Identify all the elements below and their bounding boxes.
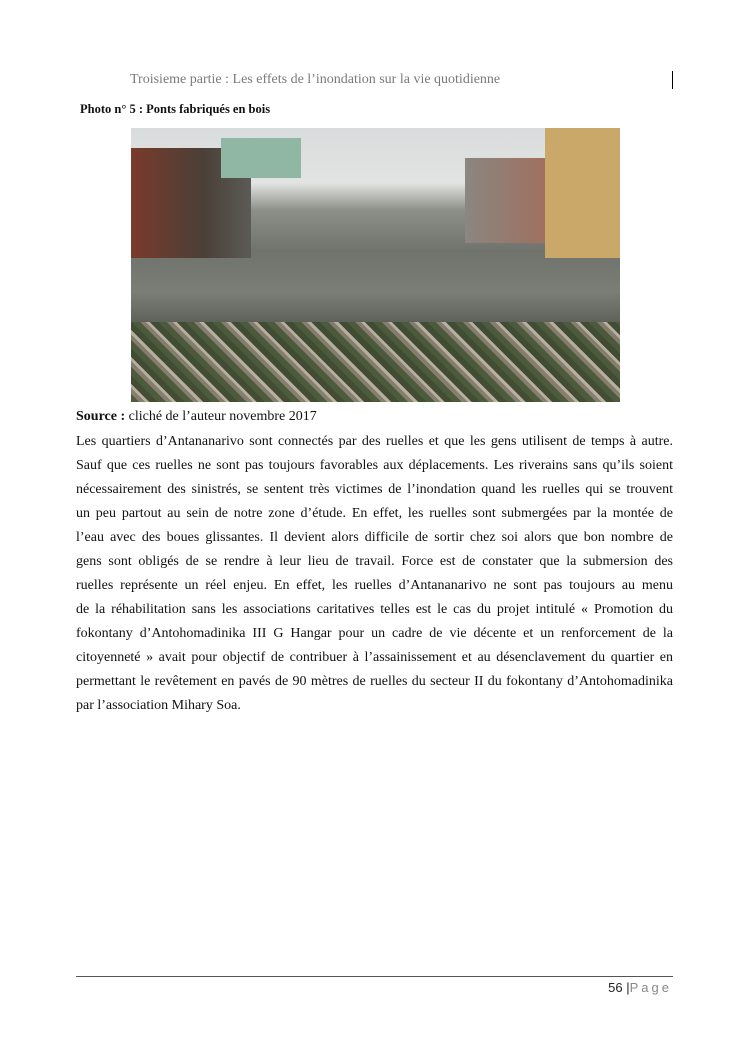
photo-right-shacks xyxy=(465,158,545,243)
photo-building xyxy=(221,138,301,178)
text-line: un peu partout au sein de notre zone d’étude. En effet, les ruelles sont submergées par la montée de xyxy=(76,506,673,521)
text-line: par l’association Mihary Soa. xyxy=(76,698,241,713)
page-number: 56 xyxy=(608,980,623,995)
footer-rule xyxy=(76,976,673,977)
page-label: Page xyxy=(629,980,672,995)
page-footer xyxy=(608,980,672,995)
photo-caption: Photo n° 5 : Ponts fabriqués en bois xyxy=(80,102,271,116)
text-line: de la réhabilitation sans les associations caritatives telles est le cas du projet intitulé « Promotion du xyxy=(76,602,673,617)
footer-separator: | xyxy=(626,980,630,995)
running-header: Troisieme partie : Les effets de l’inondation sur la vie quotidienne xyxy=(130,72,501,87)
text-line: Les quartiers d’Antananarivo sont connectés par des ruelles et que les gens utilisent de temps à autre. xyxy=(76,434,673,449)
text-line: gens sont obligés de se rendre à leur lieu de travail. Force est de constater que la submersion des xyxy=(76,554,673,569)
text-line: l’eau avec des boues glissantes. Il devient alors difficile de sortir chez soi alors que bon nombre de xyxy=(76,530,673,545)
source-label: Source : xyxy=(76,409,126,424)
text-line: permettant le revêtement en pavés de 90 mètres de ruelles du secteur II du fokontany d’Antohomadinika xyxy=(76,674,673,689)
text-line: ruelles représente un réel enjeu. En effet, les ruelles d’Antananarivo ne sont pas toujours au menu xyxy=(76,578,673,593)
text-line: nécessairement des sinistrés, se sentent très victimes de l’inondation quand les ruelles qui se trouvent xyxy=(76,482,673,497)
text-line: fokontany d’Antohomadinika III G Hangar pour un cadre de vie décente et un renforcement de la xyxy=(76,626,673,641)
text-line: Sauf que ces ruelles ne sont pas toujours favorables aux déplacements. Les riverains sans qu’ils soient xyxy=(76,458,673,473)
photo-debris xyxy=(131,322,620,402)
flooded-street-photo xyxy=(131,128,620,402)
body-paragraph xyxy=(76,430,673,718)
text-line: citoyenneté » avait pour objectif de contribuer à l’assainissement et au désenclavement du quartier en xyxy=(76,650,673,665)
photo-source xyxy=(76,409,317,425)
photo-right-house xyxy=(545,128,620,258)
source-text: cliché de l’auteur novembre 2017 xyxy=(125,409,317,424)
header-divider xyxy=(672,71,673,89)
